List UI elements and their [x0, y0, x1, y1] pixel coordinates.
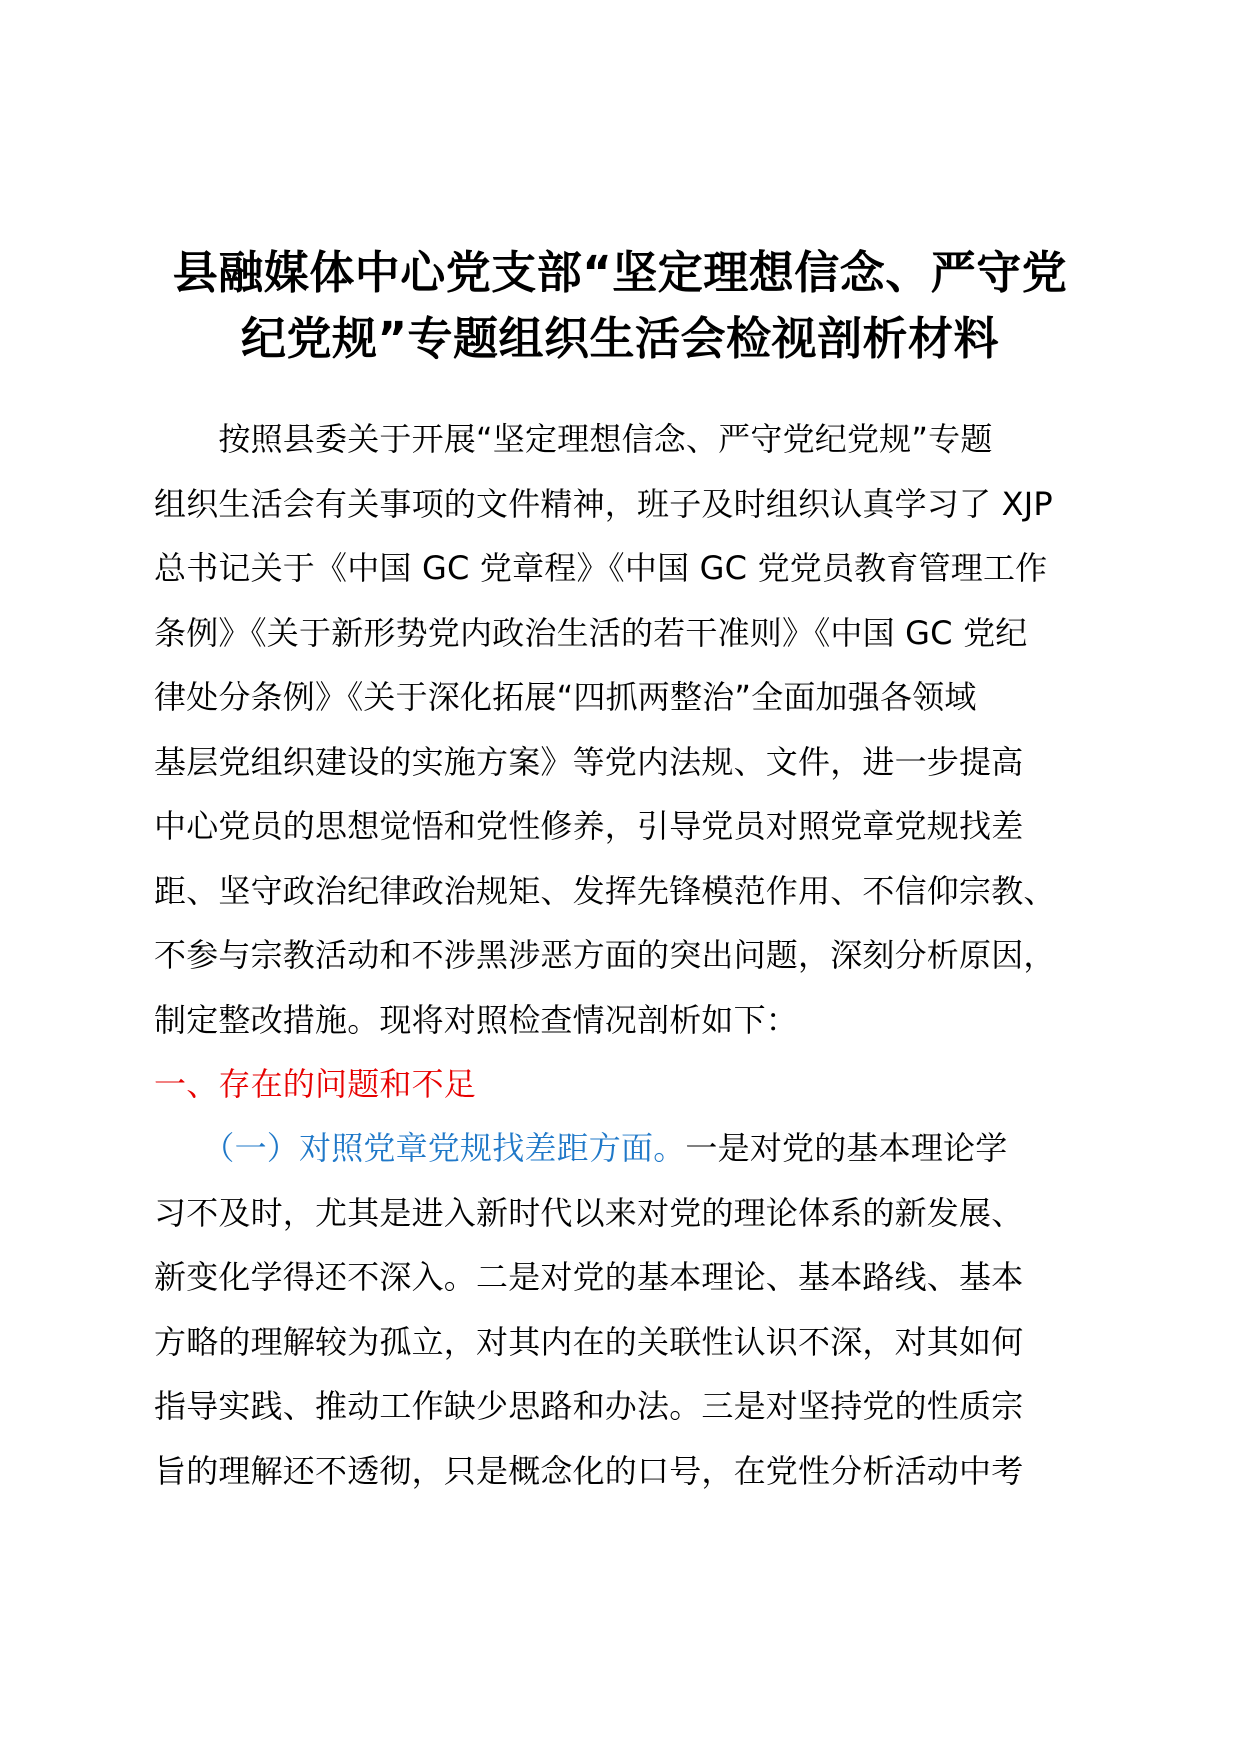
- subsection-heading: （一）对照党章党规找差距方面。: [218, 1129, 686, 1167]
- subsection-line: 旨的理解还不透彻，只是概念化的口号，在党性分析活动中考: [154, 1451, 1024, 1490]
- intro-paragraph: [154, 407, 1094, 1052]
- subsection-line: 新变化学得还不深入。二是对党的基本理论、基本路线、基本: [154, 1258, 1024, 1296]
- document-title: [140, 240, 1100, 372]
- intro-line: 总书记关于《中国 GC 党章程》《中国 GC 党党员教育管理工作: [154, 549, 1048, 587]
- intro-line: 组织生活会有关事项的文件精神，班子及时组织认真学习了 XJP: [154, 484, 1053, 523]
- subsection-line: 一是对党的基本理论学: [685, 1129, 1008, 1167]
- intro-line: 中心党员的思想觉悟和党性修养，引导党员对照党章党规找差: [154, 807, 1024, 845]
- intro-line: 基层党组织建设的实施方案》等党内法规、文件，进一步提高: [154, 742, 1024, 781]
- intro-line: 距、坚守政治纪律政治规矩、发挥先锋模范作用、不信仰宗教、: [154, 871, 1056, 910]
- subsection-first-line: [154, 1116, 1094, 1181]
- intro-line: 按照县委关于开展“坚定理想信念、严守党纪党规”专题: [154, 420, 993, 458]
- subsection-line: 方略的理解较为孤立，对其内在的关联性认识不深，对其如何: [154, 1322, 1024, 1361]
- subsection-line: 习不及时，尤其是进入新时代以来对党的理论体系的新发展、: [154, 1193, 1024, 1232]
- title-line-1: 县融媒体中心党支部“坚定理想信念、严守党: [172, 246, 1068, 299]
- section-heading-text: 一、存在的问题和不足: [154, 1065, 477, 1103]
- subsection-paragraph: [154, 1116, 1094, 1503]
- intro-line: 不参与宗教活动和不涉黑涉恶方面的突出问题，深刻分析原因，: [154, 936, 1056, 974]
- indent: [154, 1129, 218, 1167]
- title-line-2: 纪党规”专题组织生活会检视剖析材料: [240, 312, 1000, 365]
- intro-line: 律处分条例》《关于深化拓展“四抓两整治”全面加强各领域: [154, 678, 977, 716]
- subsection-line: 指导实践、推动工作缺少思路和办法。三是对坚持党的性质宗: [154, 1387, 1024, 1425]
- intro-line: 条例》《关于新形势党内政治生活的若干准则》《中国 GC 党纪: [154, 613, 1028, 652]
- section-heading: [154, 1052, 1094, 1117]
- intro-line: 制定整改措施。现将对照检查情况剖析如下：: [154, 1000, 799, 1039]
